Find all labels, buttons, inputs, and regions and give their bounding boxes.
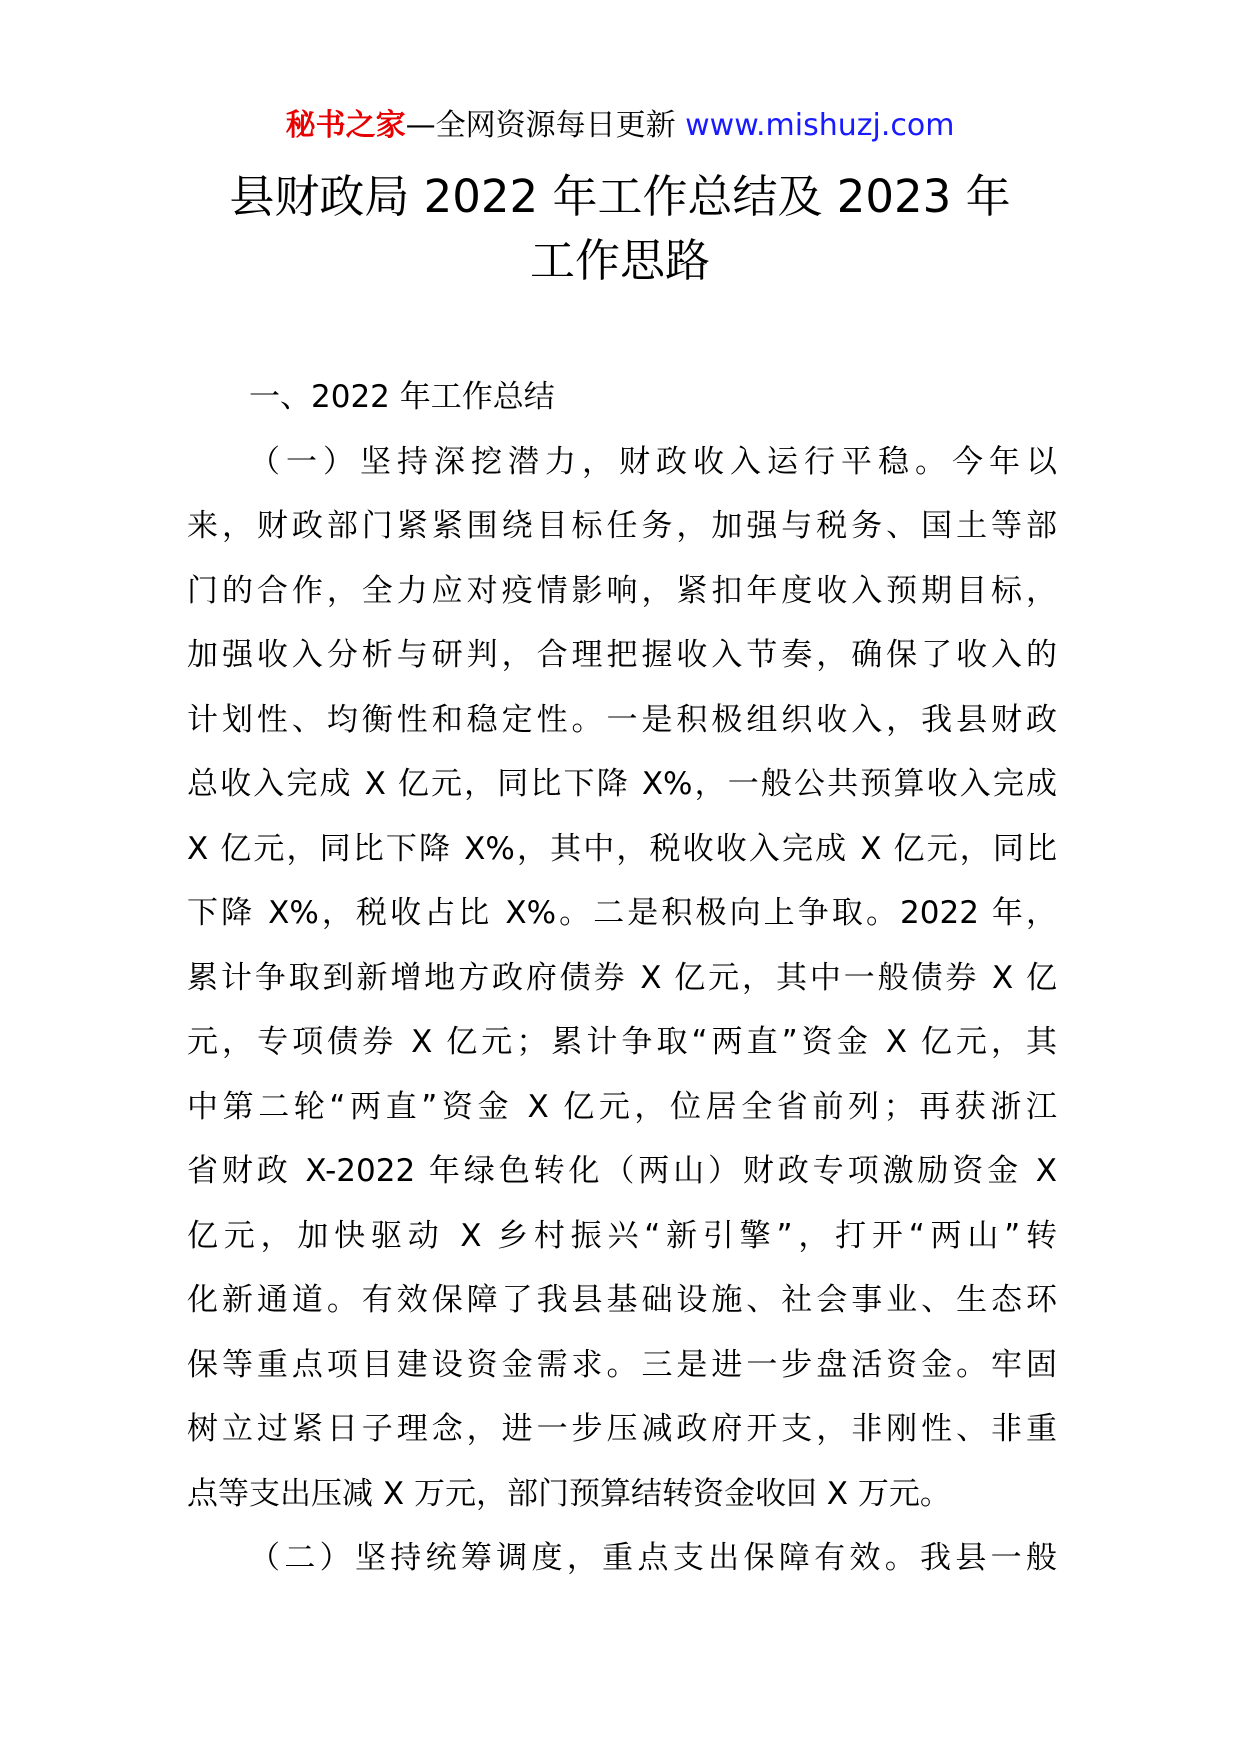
section-heading-text: 一、2022 年工作总结: [249, 379, 555, 415]
paragraph-line: 保等重点项目建设资金需求。三是进一步盘活资金。牢固: [187, 1346, 1057, 1383]
paragraph-line: 计划性、均衡性和稳定性。一是积极组织收入，我县财政: [187, 701, 1057, 738]
paragraph-expenditure: [187, 1526, 1057, 1591]
paragraph-line: 树立过紧日子理念，进一步压减政府开支，非刚性、非重: [187, 1411, 1057, 1447]
paragraph-line: 累计争取到新增地方政府债券 X 亿元，其中一般债券 X 亿: [187, 959, 1057, 996]
paragraph-line: 元，专项债券 X 亿元；累计争取“两直”资金 X 亿元，其: [187, 1024, 1057, 1060]
paragraph-line: 下降 X%，税收占比 X%。二是积极向上争取。2022 年，: [187, 895, 1057, 931]
header-tagline: —全网资源每日更新: [405, 108, 676, 143]
paragraph-line: 加强收入分析与研判，合理把握收入节奏，确保了收入的: [187, 637, 1057, 673]
paragraph-line: 化新通道。有效保障了我县基础设施、社会事业、生态环: [187, 1282, 1057, 1318]
title-line-1: 县财政局 2022 年工作总结及 2023 年: [229, 170, 1011, 223]
paragraph-line: （一）坚持深挖潜力，财政收入运行平稳。今年以: [249, 443, 1057, 480]
paragraph-line: 中第二轮“两直”资金 X 亿元，位居全省前列；再获浙江: [187, 1088, 1057, 1125]
paragraph-line: 来，财政部门紧紧围绕目标任务，加强与税务、国土等部: [187, 508, 1057, 544]
paragraph-line: （二）坚持统筹调度，重点支出保障有效。我县一般: [249, 1540, 1057, 1576]
site-url-link[interactable]: www.mishuzj.com: [685, 108, 955, 143]
paragraph-line: X 亿元，同比下降 X%，其中，税收收入完成 X 亿元，同比: [187, 830, 1057, 867]
paragraph-line: 省财政 X-2022 年绿色转化（两山）财政专项激励资金 X: [187, 1153, 1057, 1189]
paragraph-line: 点等支出压减 X 万元，部门预算结转资金收回 X 万元。: [187, 1475, 951, 1512]
title-line-2: 工作思路: [529, 234, 710, 287]
paragraph-line: 亿元，加快驱动 X 乡村振兴“新引擎”，打开“两山”转: [187, 1217, 1057, 1254]
paragraph-revenue: [187, 430, 1057, 1527]
paragraph-line: 门的合作，全力应对疫情影响，紧扣年度收入预期目标，: [187, 572, 1057, 609]
source-header: [0, 106, 1240, 146]
document-title: [0, 165, 1240, 293]
section-heading: [187, 365, 1057, 430]
brand-name: 秘书之家: [285, 108, 406, 143]
paragraph-line: 总收入完成 X 亿元，同比下降 X%，一般公共预算收入完成: [187, 766, 1057, 802]
document-body: [187, 365, 1057, 1591]
